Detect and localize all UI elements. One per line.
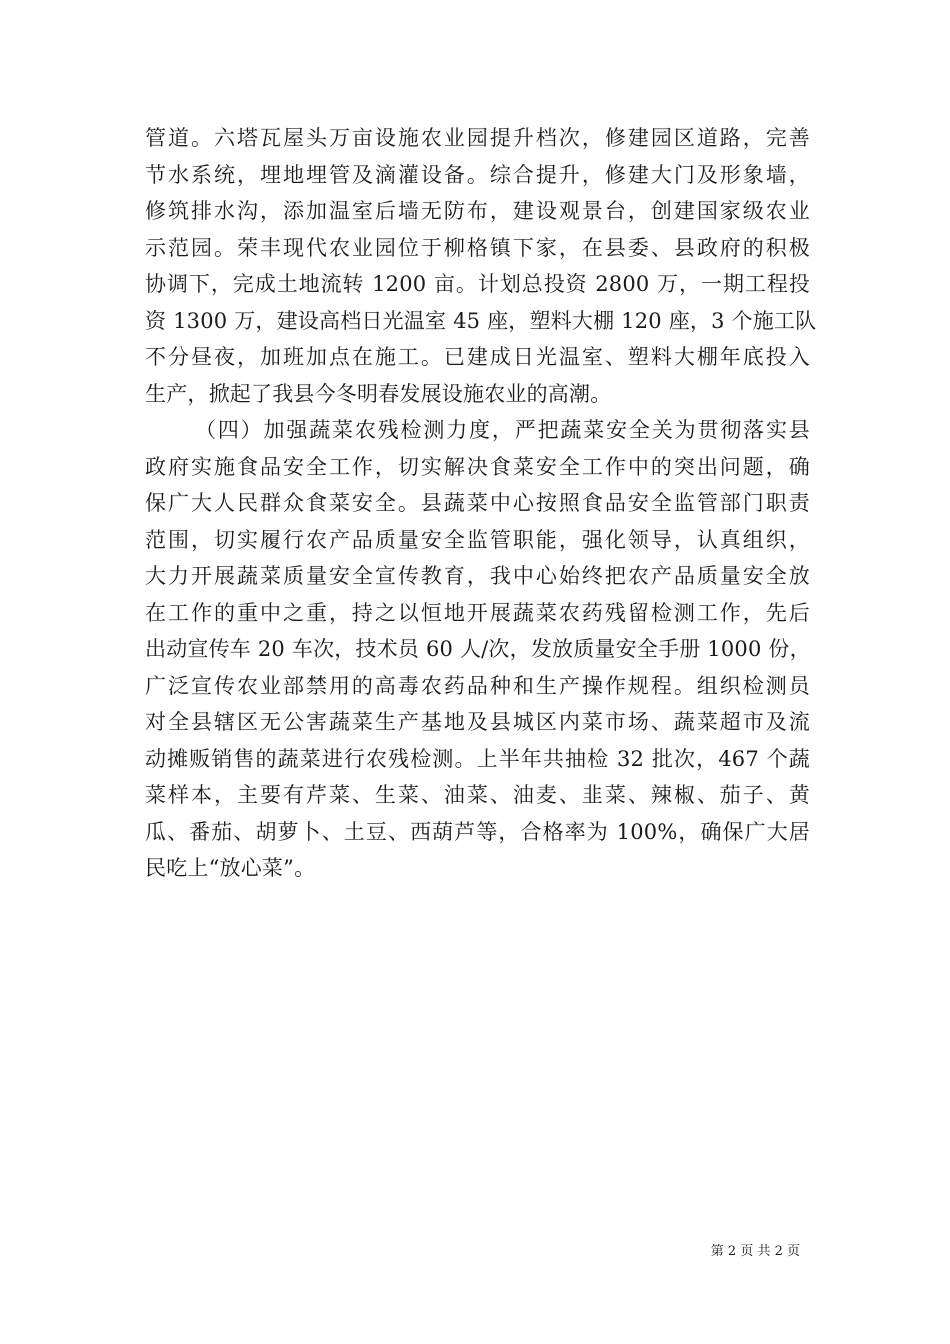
text-line: 不分昼夜，加班加点在施工。已建成日光温室、塑料大棚年底投入 <box>145 345 810 369</box>
text-line: 保广大人民群众食菜安全。县蔬菜中心按照食品安全监管部门职责 <box>145 491 810 515</box>
text-line: 生产，掀起了我县今冬明春发展设施农业的高潮。 <box>145 381 612 406</box>
text-line: 示范园。荣丰现代农业园位于柳格镇下家，在县委、县政府的积极 <box>145 235 810 260</box>
text-line: 在工作的重中之重，持之以恒地开展蔬菜农药残留检测工作，先后 <box>145 600 810 625</box>
text-line: 对全县辖区无公害蔬菜生产基地及县城区内菜市场、蔬菜超市及流 <box>145 710 810 734</box>
text-line: 出动宣传车 20 车次，技术员 60 人/次，发放质量安全手册 1000 份， <box>145 637 811 661</box>
body-text <box>145 120 817 887</box>
text-line: 范围，切实履行农产品质量安全监管职能，强化领导，认真组织， <box>145 527 810 552</box>
text-line: 民吃上“放心菜”。 <box>145 856 316 880</box>
text-line: 节水系统，埋地埋管及滴灌设备。综合提升，修建大门及形象墙， <box>145 162 810 187</box>
text-line: 菜样本，主要有芹菜、生菜、油菜、油麦、韭菜、辣椒、茄子、黄 <box>145 783 810 807</box>
text-line: 瓜、番茄、胡萝卜、土豆、西葫芦等，合格率为 100%，确保广大居 <box>145 819 810 844</box>
text-line: 资 1300 万，建设高档日光温室 45 座，塑料大棚 120 座，3 个施工队 <box>145 308 817 333</box>
page-number: 第 2 页 共 2 页 <box>710 1244 800 1259</box>
text-line: 广泛宣传农业部禁用的高毒农药品种和生产操作规程。组织检测员 <box>145 673 810 698</box>
text-line: 大力开展蔬菜质量安全宣传教育，我中心始终把农产品质量安全放 <box>145 564 810 588</box>
text-line: （四）加强蔬菜农残检测力度，严把蔬菜安全关为贯彻落实县 <box>195 418 810 442</box>
text-line: 动摊贩销售的蔬菜进行农残检测。上半年共抽检 32 批次，467 个蔬 <box>145 746 810 771</box>
text-line: 修筑排水沟，添加温室后墙无防布，建设观景台，创建国家级农业 <box>145 199 810 223</box>
text-line: 管道。六塔瓦屋头万亩设施农业园提升档次，修建园区道路，完善 <box>145 126 810 150</box>
text-line: 协调下，完成土地流转 1200 亩。计划总投资 2800 万，一期工程投 <box>145 272 810 296</box>
text-line: 政府实施食品安全工作，切实解决食菜安全工作中的突出问题，确 <box>145 454 810 479</box>
